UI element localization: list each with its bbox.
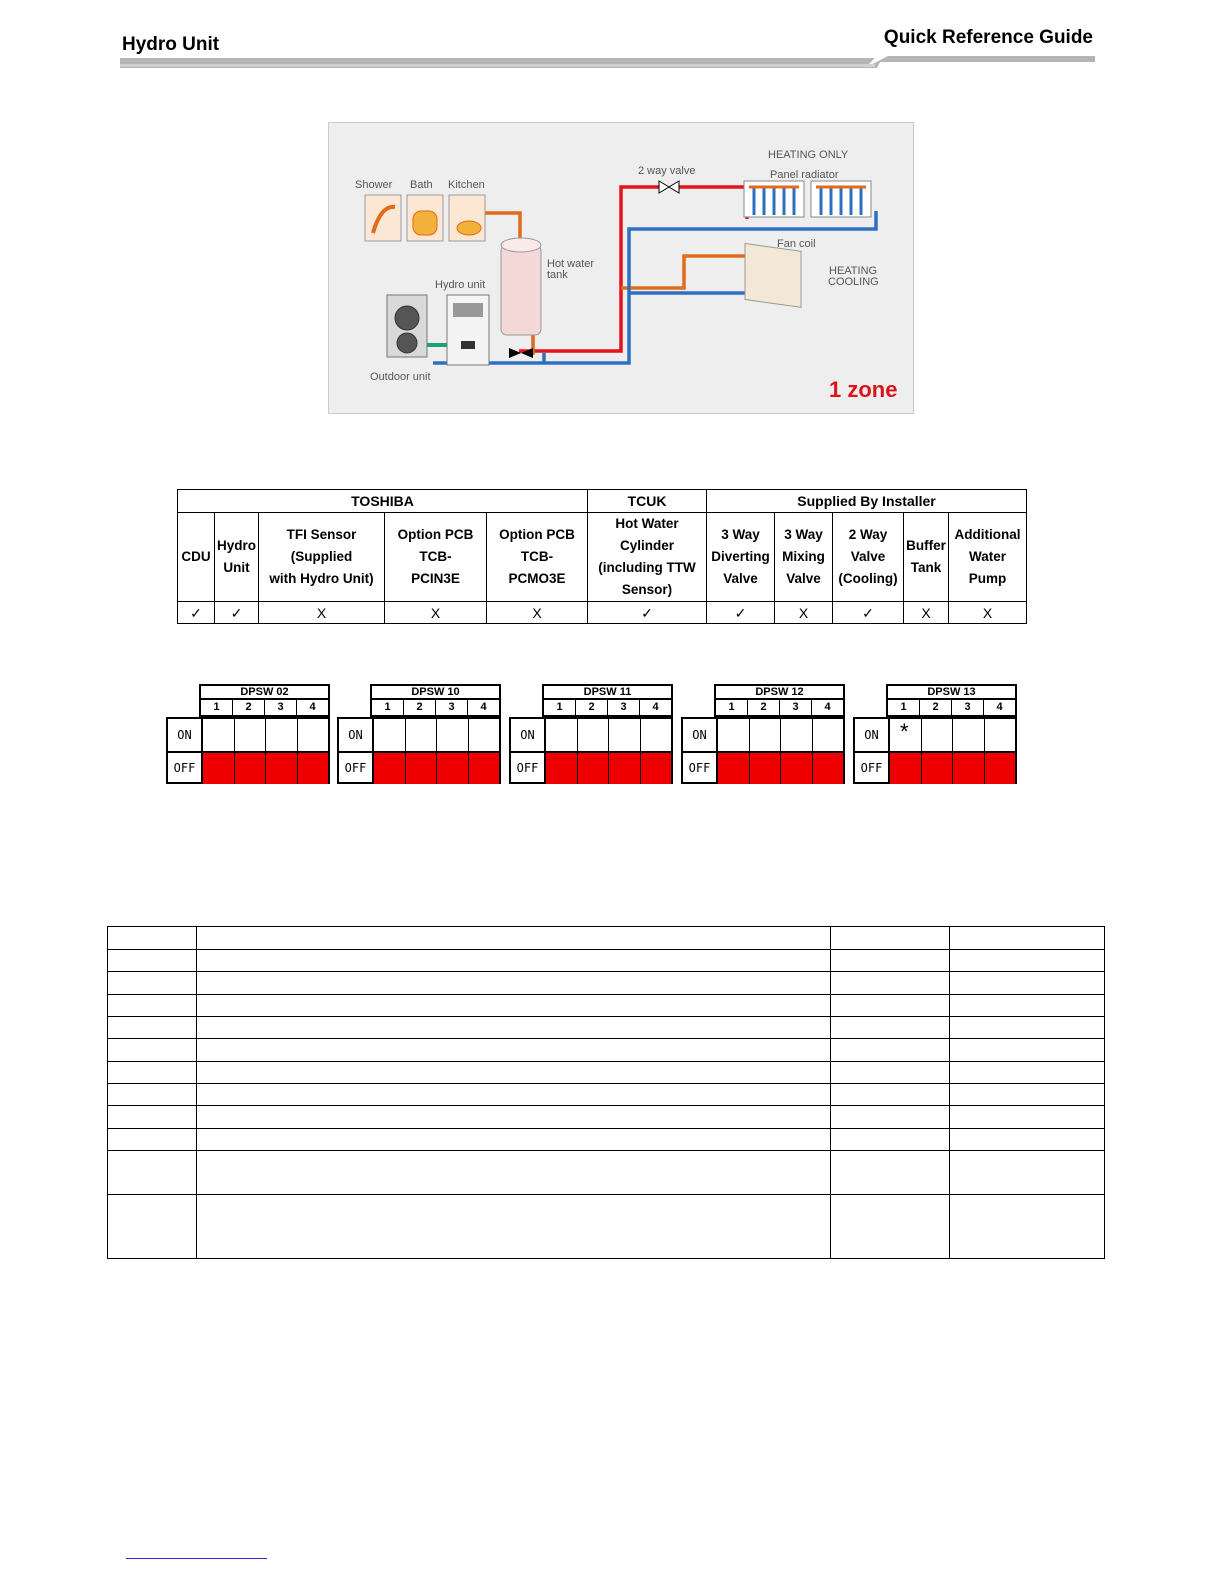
value-cell: X [949, 602, 1027, 624]
label-tank: tank [547, 269, 568, 281]
off-label: OFF [511, 753, 546, 785]
switch-on-cell [374, 719, 405, 751]
dip-number: 3 [779, 700, 811, 715]
label-outdoor-unit: Outdoor unit [370, 371, 431, 383]
group-installer: Supplied By Installer [707, 490, 1027, 513]
switch-off-cell [374, 753, 405, 785]
switch-off-cell [203, 753, 234, 785]
label-shower: Shower [355, 179, 393, 191]
col-2way-valve: 2 Way Valve (Cooling) [833, 513, 904, 602]
dip-number: 4 [983, 700, 1015, 715]
on-label: ON [511, 719, 546, 751]
dip-title: DPSW 11 [542, 684, 673, 700]
label-fan-coil: Fan coil [777, 238, 816, 250]
value-cell: X [775, 602, 833, 624]
col-hydro-unit: Hydro Unit [215, 513, 259, 602]
off-label: OFF [339, 753, 374, 785]
header-rule [120, 54, 1095, 72]
dip-number: 4 [811, 700, 843, 715]
label-hot-water: Hot water [547, 258, 595, 270]
switch-on-cell [546, 719, 577, 751]
document-title: Quick Reference Guide [883, 27, 1093, 48]
col-tfi-sensor: TFI Sensor (Supplied with Hydro Unit) [259, 513, 385, 602]
table-row [108, 1195, 1105, 1259]
table-row [108, 995, 1105, 1017]
column-header-row [178, 513, 1027, 602]
dip-number: 3 [264, 700, 296, 715]
col-cdu: CDU [178, 513, 215, 602]
dip-number: 2 [919, 700, 951, 715]
dip-title: DPSW 02 [199, 684, 330, 700]
switch-off-cell [718, 753, 749, 785]
table-row [108, 927, 1105, 950]
switch-off-cell [546, 753, 577, 785]
table-row [108, 1106, 1105, 1129]
hot-water-tank-icon [501, 238, 541, 358]
col-pcmo3e: Option PCB TCB- PCMO3E [487, 513, 588, 602]
label-bath: Bath [410, 179, 433, 191]
value-cell: ✓ [707, 602, 775, 624]
on-label: ON [168, 719, 203, 751]
value-row [178, 602, 1027, 624]
switch-on-cell [718, 719, 749, 751]
dip-number: 1 [728, 701, 735, 713]
dip-switch-dpsw12 [681, 684, 847, 785]
value-cell: ✓ [833, 602, 904, 624]
dip-number: 2 [747, 700, 779, 715]
asterisk-marker: * [900, 719, 909, 744]
dip-number: 2 [575, 700, 607, 715]
blank-settings-table [107, 926, 1105, 1259]
col-3way-diverting: 3 Way Diverting Valve [707, 513, 775, 602]
label-heating: HEATING [829, 265, 878, 277]
value-cell: ✓ [215, 602, 259, 624]
label-kitchen: Kitchen [448, 179, 485, 191]
component-compatibility-table [177, 489, 1027, 624]
dip-number: 1 [213, 701, 220, 713]
label-cooling: COOLING [828, 276, 879, 288]
two-way-valve-icon [659, 181, 679, 193]
hydro-unit-icon [447, 295, 489, 365]
table-row [108, 1151, 1105, 1195]
value-cell: X [487, 602, 588, 624]
dip-number: 2 [403, 700, 435, 715]
value-cell: X [904, 602, 949, 624]
dip-number: 1 [900, 701, 907, 713]
off-label: OFF [168, 753, 203, 785]
fan-coil-icon [745, 243, 801, 307]
dip-number: 3 [951, 700, 983, 715]
dip-number: 4 [467, 700, 499, 715]
table-row [108, 950, 1105, 972]
col-3way-mixing: 3 Way Mixing Valve [775, 513, 833, 602]
value-cell: ✓ [178, 602, 215, 624]
dip-number: 2 [232, 700, 264, 715]
label-two-way-valve: 2 way valve [638, 165, 696, 177]
footer-link-line [126, 1558, 267, 1559]
value-cell: X [259, 602, 385, 624]
value-cell: X [385, 602, 487, 624]
table-row [108, 1129, 1105, 1151]
dip-switch-dpsw02 [166, 684, 332, 785]
dip-switch-dpsw13 [853, 684, 1019, 785]
on-label: ON [683, 719, 718, 751]
table-row [108, 972, 1105, 995]
col-buffer-tank: Buffer Tank [904, 513, 949, 602]
dip-switch-dpsw10 [337, 684, 503, 785]
dip-title: DPSW 12 [714, 684, 845, 700]
dip-number: 1 [384, 701, 391, 713]
off-label: OFF [855, 753, 890, 785]
group-toshiba: TOSHIBA [178, 490, 588, 513]
dip-title: DPSW 13 [886, 684, 1017, 700]
col-additional-pump: Additional Water Pump [949, 513, 1027, 602]
bath-icon [407, 195, 443, 241]
table-row [108, 1039, 1105, 1062]
dip-number: 4 [639, 700, 671, 715]
label-panel-radiator: Panel radiator [770, 169, 839, 181]
on-label: ON [855, 719, 890, 751]
off-label: OFF [683, 753, 718, 785]
col-pcin3e: Option PCB TCB- PCIN3E [385, 513, 487, 602]
shower-icon [365, 195, 401, 241]
dip-switch-dpsw11 [509, 684, 675, 785]
dip-number: 1 [556, 701, 563, 713]
switch-on-cell [890, 719, 921, 751]
label-heating-only: HEATING ONLY [768, 149, 849, 161]
group-tcuk: TCUK [588, 490, 707, 513]
value-cell: ✓ [588, 602, 707, 624]
switch-off-cell [890, 753, 921, 785]
on-label: ON [339, 719, 374, 751]
dip-number: 4 [296, 700, 328, 715]
table-row [108, 1084, 1105, 1106]
dip-number: 3 [435, 700, 467, 715]
table-row [108, 1017, 1105, 1039]
kitchen-icon [449, 195, 485, 241]
dip-title: DPSW 10 [370, 684, 501, 700]
outdoor-unit-icon [387, 295, 427, 357]
col-hot-water-cylinder: Hot Water Cylinder (including TTW Sensor) [588, 513, 707, 602]
label-hydro-unit: Hydro unit [435, 279, 486, 291]
zone-label: 1 zone [829, 377, 898, 402]
system-diagram [328, 122, 914, 414]
dip-number: 3 [607, 700, 639, 715]
header-title: Hydro Unit [122, 34, 220, 55]
table-row [108, 1062, 1105, 1084]
switch-on-cell [203, 719, 234, 751]
